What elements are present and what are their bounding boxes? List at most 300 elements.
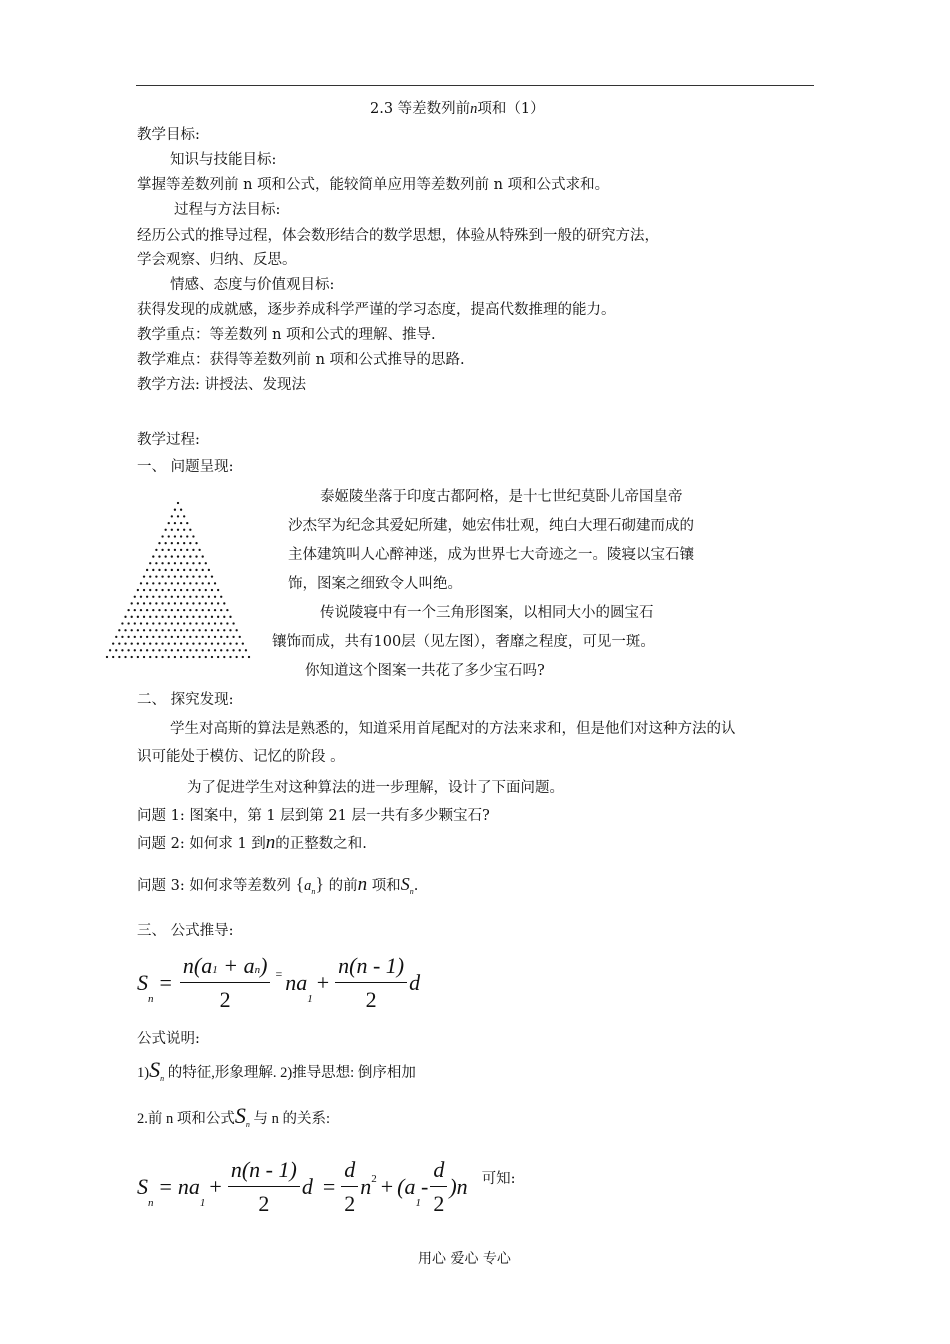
gem-dot: [186, 576, 188, 578]
gem-dot: [131, 656, 133, 658]
gem-dot: [220, 609, 222, 611]
gem-dot: [183, 596, 185, 598]
header-rule: [136, 85, 814, 86]
gem-dot: [214, 622, 216, 624]
gem-dot: [152, 582, 154, 584]
gem-dot: [165, 555, 167, 557]
gem-dot: [158, 555, 160, 557]
gem-dot: [146, 636, 148, 638]
gem-dot: [186, 656, 188, 658]
gem-dot: [180, 616, 182, 618]
gem-dot: [195, 609, 197, 611]
gem-dot: [189, 542, 191, 544]
gem-dot: [146, 569, 148, 571]
gem-dot: [171, 515, 173, 517]
gem-dot: [143, 616, 145, 618]
gem-dot: [192, 602, 194, 604]
gem-dot: [195, 582, 197, 584]
gem-dot: [177, 636, 179, 638]
gem-dot: [140, 649, 142, 651]
gem-dot: [202, 622, 204, 624]
gem-dot: [220, 649, 222, 651]
gem-dot: [158, 649, 160, 651]
question-1: 问题 1: 图案中，第 1 层到第 21 层一共有多少颗宝石?: [137, 808, 490, 824]
gem-dot: [202, 596, 204, 598]
gem-dot: [202, 649, 204, 651]
gem-dot: [161, 656, 163, 658]
gem-dot: [174, 602, 176, 604]
gem-dot: [195, 622, 197, 624]
sequence-term: $a_n$: [304, 878, 316, 896]
gem-dot: [208, 569, 210, 571]
gem-dot: [236, 642, 238, 644]
gem-dot: [195, 555, 197, 557]
gem-dot: [168, 589, 170, 591]
gem-dot: [198, 629, 200, 631]
process-text-2: 学会观察、归纳、反思。: [137, 252, 297, 268]
key-point: 教学重点：等差数列 n 项和公式的理解、推导.: [137, 327, 436, 343]
gem-dot: [171, 555, 173, 557]
gem-dot: [174, 576, 176, 578]
gem-dot: [192, 549, 194, 551]
story-line-1: 泰姬陵坐落于印度古都阿格，是十七世纪莫卧儿帝国皇帝: [320, 489, 683, 505]
gem-dot: [161, 642, 163, 644]
gem-dot: [131, 616, 133, 618]
gem-dot: [143, 576, 145, 578]
gem-dot: [198, 589, 200, 591]
gem-dot: [161, 549, 163, 551]
gem-dot: [140, 596, 142, 598]
emotion-heading: 情感、态度与价值观目标:: [170, 277, 335, 293]
gem-dot: [165, 529, 167, 531]
gem-dot: [223, 629, 225, 631]
gem-dot: [177, 582, 179, 584]
gem-dot: [118, 629, 120, 631]
gem-dot: [226, 636, 228, 638]
gem-dot: [174, 562, 176, 564]
gem-dot: [152, 636, 154, 638]
section1-heading: 一、 问题呈现:: [137, 459, 234, 475]
gem-dot: [189, 622, 191, 624]
knowledge-heading: 知识与技能目标:: [170, 152, 277, 168]
process-text-1: 经历公式的推导过程，体会数形结合的数学思想，体验从特殊到一般的研究方法，: [137, 228, 659, 244]
gem-dot: [223, 602, 225, 604]
gem-dot: [146, 582, 148, 584]
gem-dot: [158, 596, 160, 598]
gem-dot: [186, 535, 188, 537]
gem-dot: [248, 656, 250, 658]
gem-dot: [229, 616, 231, 618]
gem-dot: [177, 529, 179, 531]
gem-dot: [214, 636, 216, 638]
explore-para-2: 为了促进学生对这种算法的进一步理解，设计了下面问题。: [187, 780, 564, 796]
section2-heading: 二、 探究发现:: [137, 692, 234, 708]
gem-dot: [223, 642, 225, 644]
gem-dot: [192, 616, 194, 618]
gem-dot: [174, 535, 176, 537]
gem-dot: [183, 636, 185, 638]
gem-dot: [183, 555, 185, 557]
gem-dot: [146, 622, 148, 624]
gem-dot: [214, 649, 216, 651]
gem-dot: [192, 576, 194, 578]
gem-dot: [121, 649, 123, 651]
gem-dot: [195, 636, 197, 638]
gem-dot: [171, 596, 173, 598]
question-2: 问题 2: 如何求 1 到n的正整数之和.: [137, 832, 367, 853]
gem-dot: [168, 535, 170, 537]
gem-dot: [137, 629, 139, 631]
gem-dot: [143, 589, 145, 591]
gem-dot: [195, 569, 197, 571]
gem-dot: [121, 622, 123, 624]
gem-dot: [161, 589, 163, 591]
process-heading: 过程与方法目标:: [174, 202, 281, 218]
gem-dot: [137, 642, 139, 644]
explain-line: $1)S_n$ 的特征,形象理解. 2)推导思想: 倒序相加: [137, 1057, 416, 1083]
gem-dot: [192, 589, 194, 591]
gem-dot: [171, 622, 173, 624]
gem-dot: [165, 582, 167, 584]
gem-dot: [158, 582, 160, 584]
gem-dot: [149, 602, 151, 604]
gem-dot: [146, 609, 148, 611]
gem-dot: [180, 522, 182, 524]
difficulty: 教学难点：获得等差数列前 n 项和公式推导的思路.: [137, 352, 465, 368]
gem-dot: [171, 529, 173, 531]
gem-dot: [161, 629, 163, 631]
gem-dot: [186, 642, 188, 644]
gem-dot: [220, 636, 222, 638]
gem-dot: [208, 596, 210, 598]
gem-dot: [214, 596, 216, 598]
gem-dot: [158, 622, 160, 624]
gem-dot: [205, 642, 207, 644]
gem-dot: [192, 642, 194, 644]
gem-dot: [180, 589, 182, 591]
gem-dot: [211, 576, 213, 578]
gem-dot: [158, 542, 160, 544]
gem-dot: [202, 569, 204, 571]
gem-dot: [217, 629, 219, 631]
gem-dot: [174, 522, 176, 524]
gem-dot: [177, 569, 179, 571]
gem-dot: [168, 549, 170, 551]
gem-dot: [183, 582, 185, 584]
gem-dot: [165, 542, 167, 544]
gem-dot: [195, 596, 197, 598]
gem-dot: [168, 642, 170, 644]
gem-dot: [223, 656, 225, 658]
gem-dot: [155, 629, 157, 631]
gem-dot: [143, 629, 145, 631]
gem-dot: [121, 636, 123, 638]
gem-dot: [177, 609, 179, 611]
gem-dot: [143, 656, 145, 658]
gem-dot: [149, 629, 151, 631]
gem-dot: [174, 549, 176, 551]
emotion-text: 获得发现的成就感，逐步养成科学严谨的学习态度，提高代数推理的能力。: [137, 302, 616, 318]
gem-dot: [189, 569, 191, 571]
gem-dot: [149, 616, 151, 618]
gem-dot: [127, 649, 129, 651]
explain-heading: 公式说明:: [137, 1031, 200, 1047]
objectives-heading: 教学目标:: [137, 127, 200, 143]
gem-dot: [161, 602, 163, 604]
gem-dot: [140, 622, 142, 624]
gem-dot: [134, 596, 136, 598]
gem-dot: [217, 589, 219, 591]
knowledge-text: 掌握等差数列前 n 项和公式，能较简单应用等差数列前 n 项和公式求和。: [137, 177, 610, 193]
gem-dot: [198, 562, 200, 564]
gem-dot: [217, 602, 219, 604]
gem-dot: [149, 642, 151, 644]
gem-dot: [152, 609, 154, 611]
gem-dot: [186, 616, 188, 618]
gem-dot: [149, 576, 151, 578]
gem-dot: [137, 616, 139, 618]
gem-dot: [239, 649, 241, 651]
gem-dot: [198, 576, 200, 578]
gem-dot: [174, 509, 176, 511]
gem-dot: [177, 515, 179, 517]
gem-dot: [171, 649, 173, 651]
gem-dot: [186, 562, 188, 564]
gem-dot: [177, 555, 179, 557]
gem-dot: [186, 549, 188, 551]
gem-dot: [183, 529, 185, 531]
conclusion-label: 可知:: [481, 1171, 516, 1187]
gem-dot: [186, 629, 188, 631]
gem-dot: [229, 642, 231, 644]
gem-dot: [140, 636, 142, 638]
gem-dot: [183, 622, 185, 624]
gem-dot: [161, 535, 163, 537]
gem-dot: [127, 636, 129, 638]
gem-dot: [137, 602, 139, 604]
gem-dot: [143, 602, 145, 604]
gem-dot: [146, 649, 148, 651]
gem-dot: [152, 596, 154, 598]
gem-dot: [118, 642, 120, 644]
gem-dot: [186, 602, 188, 604]
gem-dot: [189, 596, 191, 598]
gem-dot: [220, 622, 222, 624]
gem-dot: [155, 616, 157, 618]
gem-dot: [168, 522, 170, 524]
gem-dot: [115, 649, 117, 651]
gem-dot: [131, 629, 133, 631]
gem-dot: [229, 629, 231, 631]
gem-dot: [229, 656, 231, 658]
gem-dot: [223, 616, 225, 618]
gem-dot: [192, 562, 194, 564]
gem-dot: [242, 642, 244, 644]
gem-dot: [155, 602, 157, 604]
gem-dot: [183, 609, 185, 611]
gem-dot: [127, 609, 129, 611]
gem-dot: [155, 549, 157, 551]
explore-para-1: 学生对高斯的算法是熟悉的，知道采用首尾配对的方法来求和，但是他们对这种方法的认: [170, 721, 736, 737]
gem-dot: [155, 576, 157, 578]
gem-dot: [165, 569, 167, 571]
gem-dot: [134, 636, 136, 638]
gem-dot: [174, 629, 176, 631]
gem-dot: [127, 622, 129, 624]
gem-dot: [217, 656, 219, 658]
gem-dot: [171, 636, 173, 638]
gem-dot: [180, 535, 182, 537]
gem-dot: [205, 589, 207, 591]
gem-dot: [180, 602, 182, 604]
gem-dot: [211, 616, 213, 618]
gem-dot: [183, 569, 185, 571]
gem-dot: [198, 642, 200, 644]
gem-dot: [180, 642, 182, 644]
gem-dot: [171, 542, 173, 544]
gem-dot: [205, 656, 207, 658]
gem-dot: [205, 602, 207, 604]
gem-dot: [205, 562, 207, 564]
gem-dot: [214, 582, 216, 584]
gem-dot: [155, 656, 157, 658]
gem-dot: [180, 562, 182, 564]
gem-dot: [124, 642, 126, 644]
gem-dot: [174, 642, 176, 644]
gem-dot: [226, 649, 228, 651]
story-line-3: 主体建筑叫人心醉神迷，成为世界七大奇迹之一。陵寝以宝石镶: [288, 547, 694, 563]
gem-dot: [149, 562, 151, 564]
gem-dot: [180, 656, 182, 658]
gem-dot: [214, 609, 216, 611]
gem-dot: [134, 622, 136, 624]
gem-dot: [171, 609, 173, 611]
gem-dot: [174, 589, 176, 591]
page-title: 2.3 等差数列前n项和（1）: [370, 101, 545, 117]
gem-dot: [205, 629, 207, 631]
gem-dot: [183, 649, 185, 651]
gem-dot: [137, 656, 139, 658]
sum-formula-2: S n = na 1 + $\frac{n(n - 1)}{2}$ d = $\frac{d}{2}$ n 2 + (a 1 - $\frac{d}{2}$ )n 可知:: [137, 1157, 516, 1216]
gem-dot: [208, 649, 210, 651]
gem-dot: [208, 609, 210, 611]
gem-dot: [186, 522, 188, 524]
gem-dot: [242, 656, 244, 658]
gem-dot: [174, 616, 176, 618]
gem-dot: [211, 656, 213, 658]
section3-heading: 三、 公式推导:: [137, 923, 234, 939]
gem-dot: [236, 629, 238, 631]
gem-dot: [158, 636, 160, 638]
gem-dot: [180, 576, 182, 578]
gem-dot: [155, 562, 157, 564]
gem-dot: [124, 629, 126, 631]
gem-dot: [155, 589, 157, 591]
gem-dot: [208, 622, 210, 624]
gem-dot: [174, 656, 176, 658]
gem-dot: [177, 622, 179, 624]
explore-para-1b: 识可能处于模仿、记忆的阶段 。: [137, 749, 345, 765]
relation-line: 2.前 n 项和公式$S_n$ 与 n 的关系:: [137, 1103, 331, 1129]
gem-dot: [140, 582, 142, 584]
gem-dot: [202, 636, 204, 638]
gem-dot: [180, 629, 182, 631]
story-line-2: 沙杰罕为纪念其爱妃所建，她宏伟壮观，纯白大理石砌建而成的: [288, 518, 694, 534]
gem-dot: [146, 596, 148, 598]
gem-dot: [161, 562, 163, 564]
gem-dot: [232, 649, 234, 651]
gem-dot: [189, 555, 191, 557]
gem-dot: [177, 649, 179, 651]
gem-dot: [155, 642, 157, 644]
sum-formula-1: S n = $\frac{n(a1 + an)}{2}$ = na 1 + $\frac{n(n - 1)}{2}$ d: [137, 953, 421, 1012]
gem-dot: [165, 596, 167, 598]
gem-dot: [217, 642, 219, 644]
gem-dot: [161, 616, 163, 618]
teaching-method: 教学方法: 讲授法、发现法: [137, 377, 306, 393]
gem-dot: [177, 542, 179, 544]
gem-dot: [202, 609, 204, 611]
gem-dot: [211, 602, 213, 604]
gem-dot: [165, 636, 167, 638]
gem-dot: [140, 609, 142, 611]
story-line-4: 饰，图案之细致令人叫绝。: [288, 576, 462, 592]
gem-dot: [236, 656, 238, 658]
gem-dot: [211, 642, 213, 644]
gem-dot: [198, 656, 200, 658]
page-footer: 用心 爱心 专心: [418, 1251, 511, 1267]
gem-dot: [168, 602, 170, 604]
gem-dot: [202, 555, 204, 557]
gem-dot: [168, 616, 170, 618]
gem-dot: [131, 642, 133, 644]
gem-dot: [165, 622, 167, 624]
gem-dot: [195, 542, 197, 544]
gem-dot: [192, 656, 194, 658]
gem-dot: [158, 569, 160, 571]
gem-dot: [168, 629, 170, 631]
gem-dot: [161, 576, 163, 578]
gem-dot: [217, 616, 219, 618]
gem-dot: [198, 602, 200, 604]
gem-dot: [189, 529, 191, 531]
story-line-5: 传说陵寝中有一个三角形图案，以相同大小的圆宝石: [320, 605, 654, 621]
process-title: 教学过程:: [137, 432, 200, 448]
story-question: 你知道这个图案一共花了多少宝石吗?: [305, 663, 545, 679]
gem-dot: [183, 542, 185, 544]
gem-dot: [189, 636, 191, 638]
gem-dot: [149, 589, 151, 591]
gem-dot: [211, 629, 213, 631]
gem-dot: [152, 555, 154, 557]
gem-triangle-figure: [104, 500, 252, 660]
gem-dot: [220, 596, 222, 598]
gem-dot: [152, 622, 154, 624]
gem-dot: [171, 569, 173, 571]
gem-dot: [112, 656, 114, 658]
gem-dot: [106, 656, 108, 658]
gem-dot: [171, 582, 173, 584]
gem-dot: [177, 502, 179, 504]
gem-dot: [109, 649, 111, 651]
gem-dot: [202, 582, 204, 584]
gem-dot: [198, 549, 200, 551]
gem-dot: [211, 589, 213, 591]
gem-dot: [124, 656, 126, 658]
gem-dot: [131, 602, 133, 604]
gem-dot: [152, 569, 154, 571]
gem-dot: [232, 636, 234, 638]
